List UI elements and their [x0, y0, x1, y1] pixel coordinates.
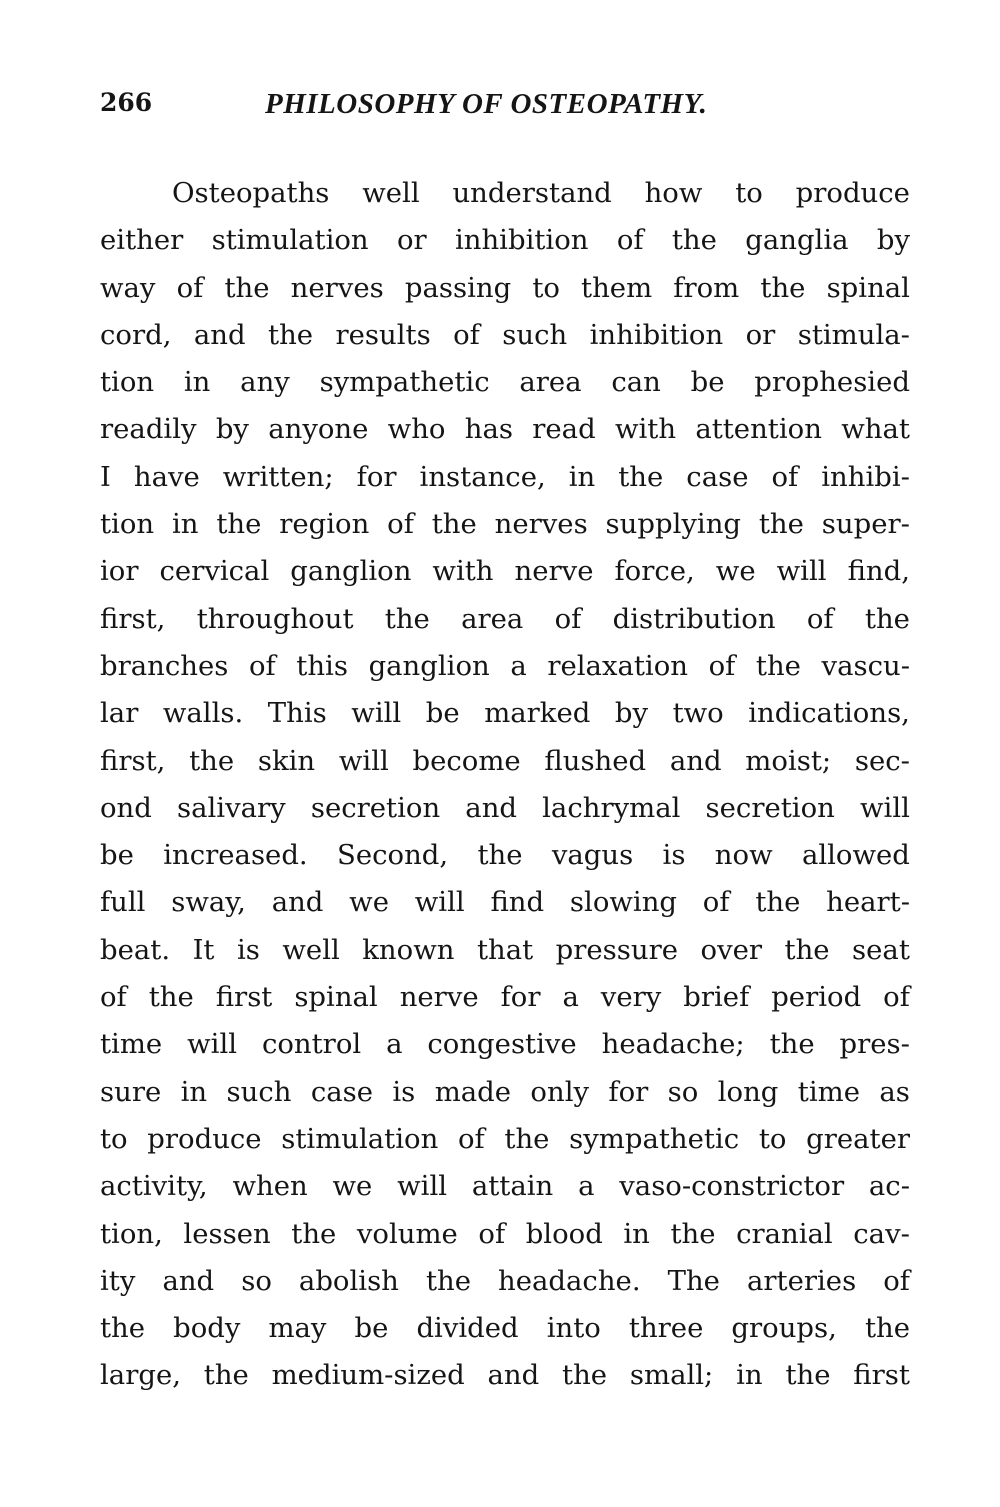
text-line: ond salivary secretion and lachrymal secretion will — [100, 791, 910, 824]
text-line: first, throughout the area of distribution of the — [100, 602, 910, 635]
text-line: branches of this ganglion a relaxation of the vascu- — [100, 649, 910, 682]
text-line: full sway, and we will find slowing of the heart- — [100, 886, 910, 919]
text-line: Osteopaths well understand how to produce — [172, 177, 910, 209]
text-line: sure in such case is made only for so long time as — [100, 1075, 910, 1108]
text-line: ior cervical ganglion with nerve force, we will find, — [100, 555, 910, 588]
text-line: tion in any sympathetic area can be prophesied — [100, 366, 910, 399]
text-line: the body may be divided into three groups, the — [100, 1312, 910, 1345]
page-number: 266 — [100, 88, 153, 117]
text-line: way of the nerves passing to them from the spinal — [100, 271, 910, 304]
text-line: readily by anyone who has read with attention what — [100, 413, 910, 446]
text-line: cord, and the results of such inhibition or stimula- — [100, 318, 910, 351]
running-head: PHILOSOPHY OF OSTEOPATHY. — [265, 88, 708, 120]
text-line: of the first spinal nerve for a very brief period of — [100, 981, 910, 1014]
text-line: time will control a congestive headache; the pres- — [100, 1028, 910, 1061]
text-line: large, the medium-sized and the small; in the first — [100, 1359, 910, 1392]
text-line: first, the skin will become flushed and moist; sec- — [100, 744, 910, 777]
text-line: lar walls. This will be marked by two indications, — [100, 697, 910, 730]
text-line: activity, when we will attain a vaso-constrictor ac- — [100, 1170, 910, 1203]
text-line: ity and so abolish the headache. The arteries of — [100, 1264, 910, 1297]
page-header — [100, 88, 910, 128]
text-line: be increased. Second, the vagus is now allowed — [100, 839, 910, 872]
text-line: tion in the region of the nerves supplying the super- — [100, 508, 910, 541]
text-line: either stimulation or inhibition of the ganglia by — [100, 224, 910, 257]
body-paragraph — [100, 170, 910, 1400]
text-line: to produce stimulation of the sympathetic to greater — [100, 1122, 910, 1155]
text-line: tion, lessen the volume of blood in the cranial cav- — [100, 1217, 910, 1250]
text-line: I have written; for instance, in the case of inhibi- — [100, 460, 910, 493]
text-line: beat. It is well known that pressure over the seat — [100, 933, 910, 966]
